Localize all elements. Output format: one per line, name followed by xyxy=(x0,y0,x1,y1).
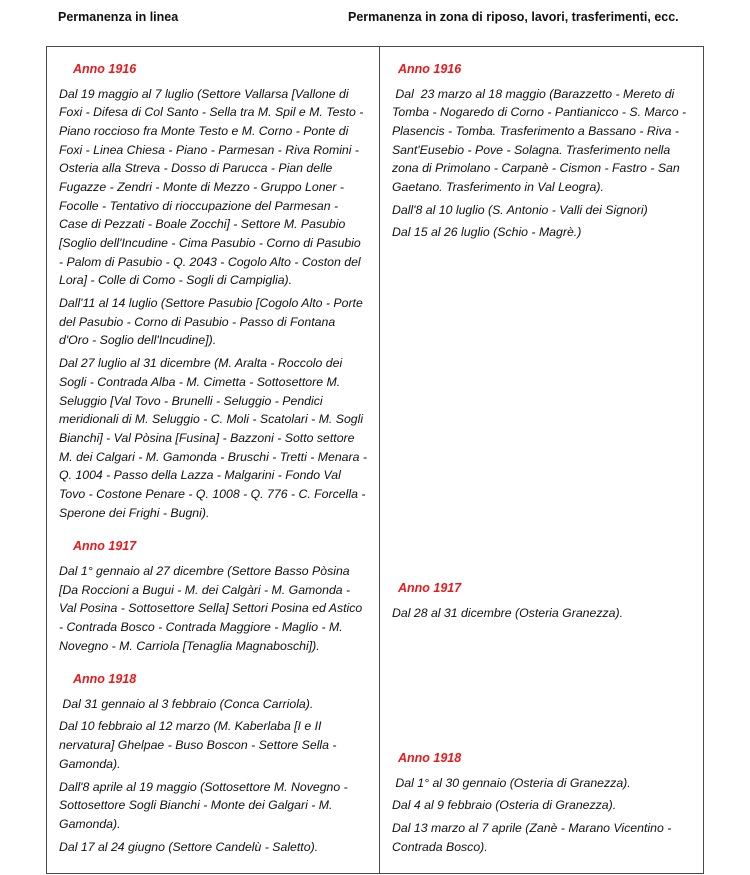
column-permanenza-in-zona-di-riposo xyxy=(380,47,703,873)
section-paragraph: Dall'11 al 14 luglio (Settore Pasubio [Cogolo Alto - Porte del Pasubio - Corno di Pasubio - Passo di Fontana d'Oro - Soglio dell'Incudine]). xyxy=(59,296,367,348)
section-paragraph: Dal 4 al 9 febbraio (Osteria di Granezza). xyxy=(391,798,617,813)
column-headers xyxy=(0,0,750,26)
section-paragraph: Dal 19 maggio al 7 luglio (Settore Vallarsa [Vallone di Foxi - Difesa di Col Santo - Sella tra M. Spil e M. Testo - Piano roccioso fra Monte Testo e M. Corno - Ponte di Foxi - Linea Chiesa - Piano - Parmesan - Riva Romini - Osteria alla Streva - Dosso di Parucca - Pian delle Fugazze - Zendri - Monte di Mezzo - Gruppo Loner - Focolle - Tentativo di rioccupazione del Parmesan - Case di Pezzati - Boale Zocchi] - Settore M. Pasubio [Soglio dell'Incudine - Cima Pasubio - Corno di Pasubio - Palom di Pasubio - Q. 2043 - Cogolo Alto - Coston del Lora] - Colle di Como - Sogli di Campiglia). xyxy=(59,86,367,288)
section-paragraph: Dall'8 al 10 luglio (S. Antonio - Valli dei Signori) xyxy=(391,202,648,217)
section-title-1916-right: Anno 1916 xyxy=(397,62,462,76)
section-title-1918-right: Anno 1918 xyxy=(397,751,462,766)
spacer xyxy=(392,246,691,576)
section-title-1918-left: Anno 1918 xyxy=(73,672,137,687)
permanenza-table xyxy=(46,46,704,874)
section-paragraph: Dal 13 marzo al 7 aprile (Zanè - Marano Vicentino - Contrada Bosco). xyxy=(391,821,675,854)
section-paragraph: Dal 15 al 26 luglio (Schio - Magrè.) xyxy=(391,225,582,240)
header-right: Permanenza in zona di riposo, lavori, trasferimenti, ecc. xyxy=(348,10,679,24)
header-left: Permanenza in linea xyxy=(58,10,179,24)
section-paragraph: Dal 31 gennaio al 3 febbraio (Conca Carriola). xyxy=(59,696,314,711)
spacer xyxy=(59,659,367,667)
section-title-1917-left: Anno 1917 xyxy=(73,539,137,554)
spacer xyxy=(392,626,691,746)
section-paragraph: Dall'8 aprile al 19 maggio (Sottosettore M. Novegno - Sottosettore Sogli Bianchi - Monte dei Galgari - M. Gamonda). xyxy=(59,779,352,831)
section-paragraph: Dal 10 febbraio al 12 marzo (M. Kaberlaba [I e II nervatura] Ghelpae - Buso Boscon - Settore Sella - Gamonda). xyxy=(59,719,340,771)
spacer xyxy=(59,526,367,534)
section-paragraph: Dal 28 al 31 dicembre (Osteria Granezza). xyxy=(391,605,623,620)
section-title-1917-right: Anno 1917 xyxy=(397,581,462,595)
section-paragraph: Dal 17 al 24 giugno (Settore Candelù - Saletto). xyxy=(59,839,319,854)
section-paragraph: Dal 27 luglio al 31 dicembre (M. Aralta - Roccolo dei Sogli - Contrada Alba - M. Cimetta - Sottosettore M. Seluggio [Val Tovo - Brunelli - Seluggio - Pendici meridionali di M. Seluggio - C. Moli - Scatolari - M. Sogli Bianchi] - Val Pòsina [Fusina] - Bazzoni - Sotto settore M. dei Calgari - M. Gamonda - Bruschi - Tretti - Menara - Q. 1004 - Passo della Lazza - Malgarini - Fondo Val Tovo - Costone Penare - Q. 1008 - Q. 776 - C. Forcella - Sperone dei Frighi - Bugni). xyxy=(59,356,371,520)
section-paragraph: Dal 1° gennaio al 27 dicembre (Settore Basso Pòsina [Da Roccioni a Bugui - M. dei Calgàri - M. Gamonda - Val Posina - Sottosettore Sella] Settori Posina ed Astico - Contrada Bosco - Contrada Maggiore - Maglio - M. Novegno - M. Carriola [Tenaglia Magnaboschi]). xyxy=(59,563,366,653)
column-permanenza-in-linea xyxy=(47,47,380,873)
section-paragraph: Dal 23 marzo al 18 maggio (Barazzetto - Mereto di Tomba - Nogaredo di Corno - Pantianicco - S. Marco - Plasencis - Tomba. Trasferimento a Bassano - Riva - Sant'Eusebio - Pove - Solagna. Trasferimento nella zona di Primolano - Carpanè - Cismon - Fastro - San Gaetano. Trasferimento in Val Leogra). xyxy=(391,86,690,194)
section-paragraph: Dal 1° al 30 gennaio (Osteria di Granezza). xyxy=(391,775,631,790)
section-title-1916-left: Anno 1916 xyxy=(73,62,137,76)
